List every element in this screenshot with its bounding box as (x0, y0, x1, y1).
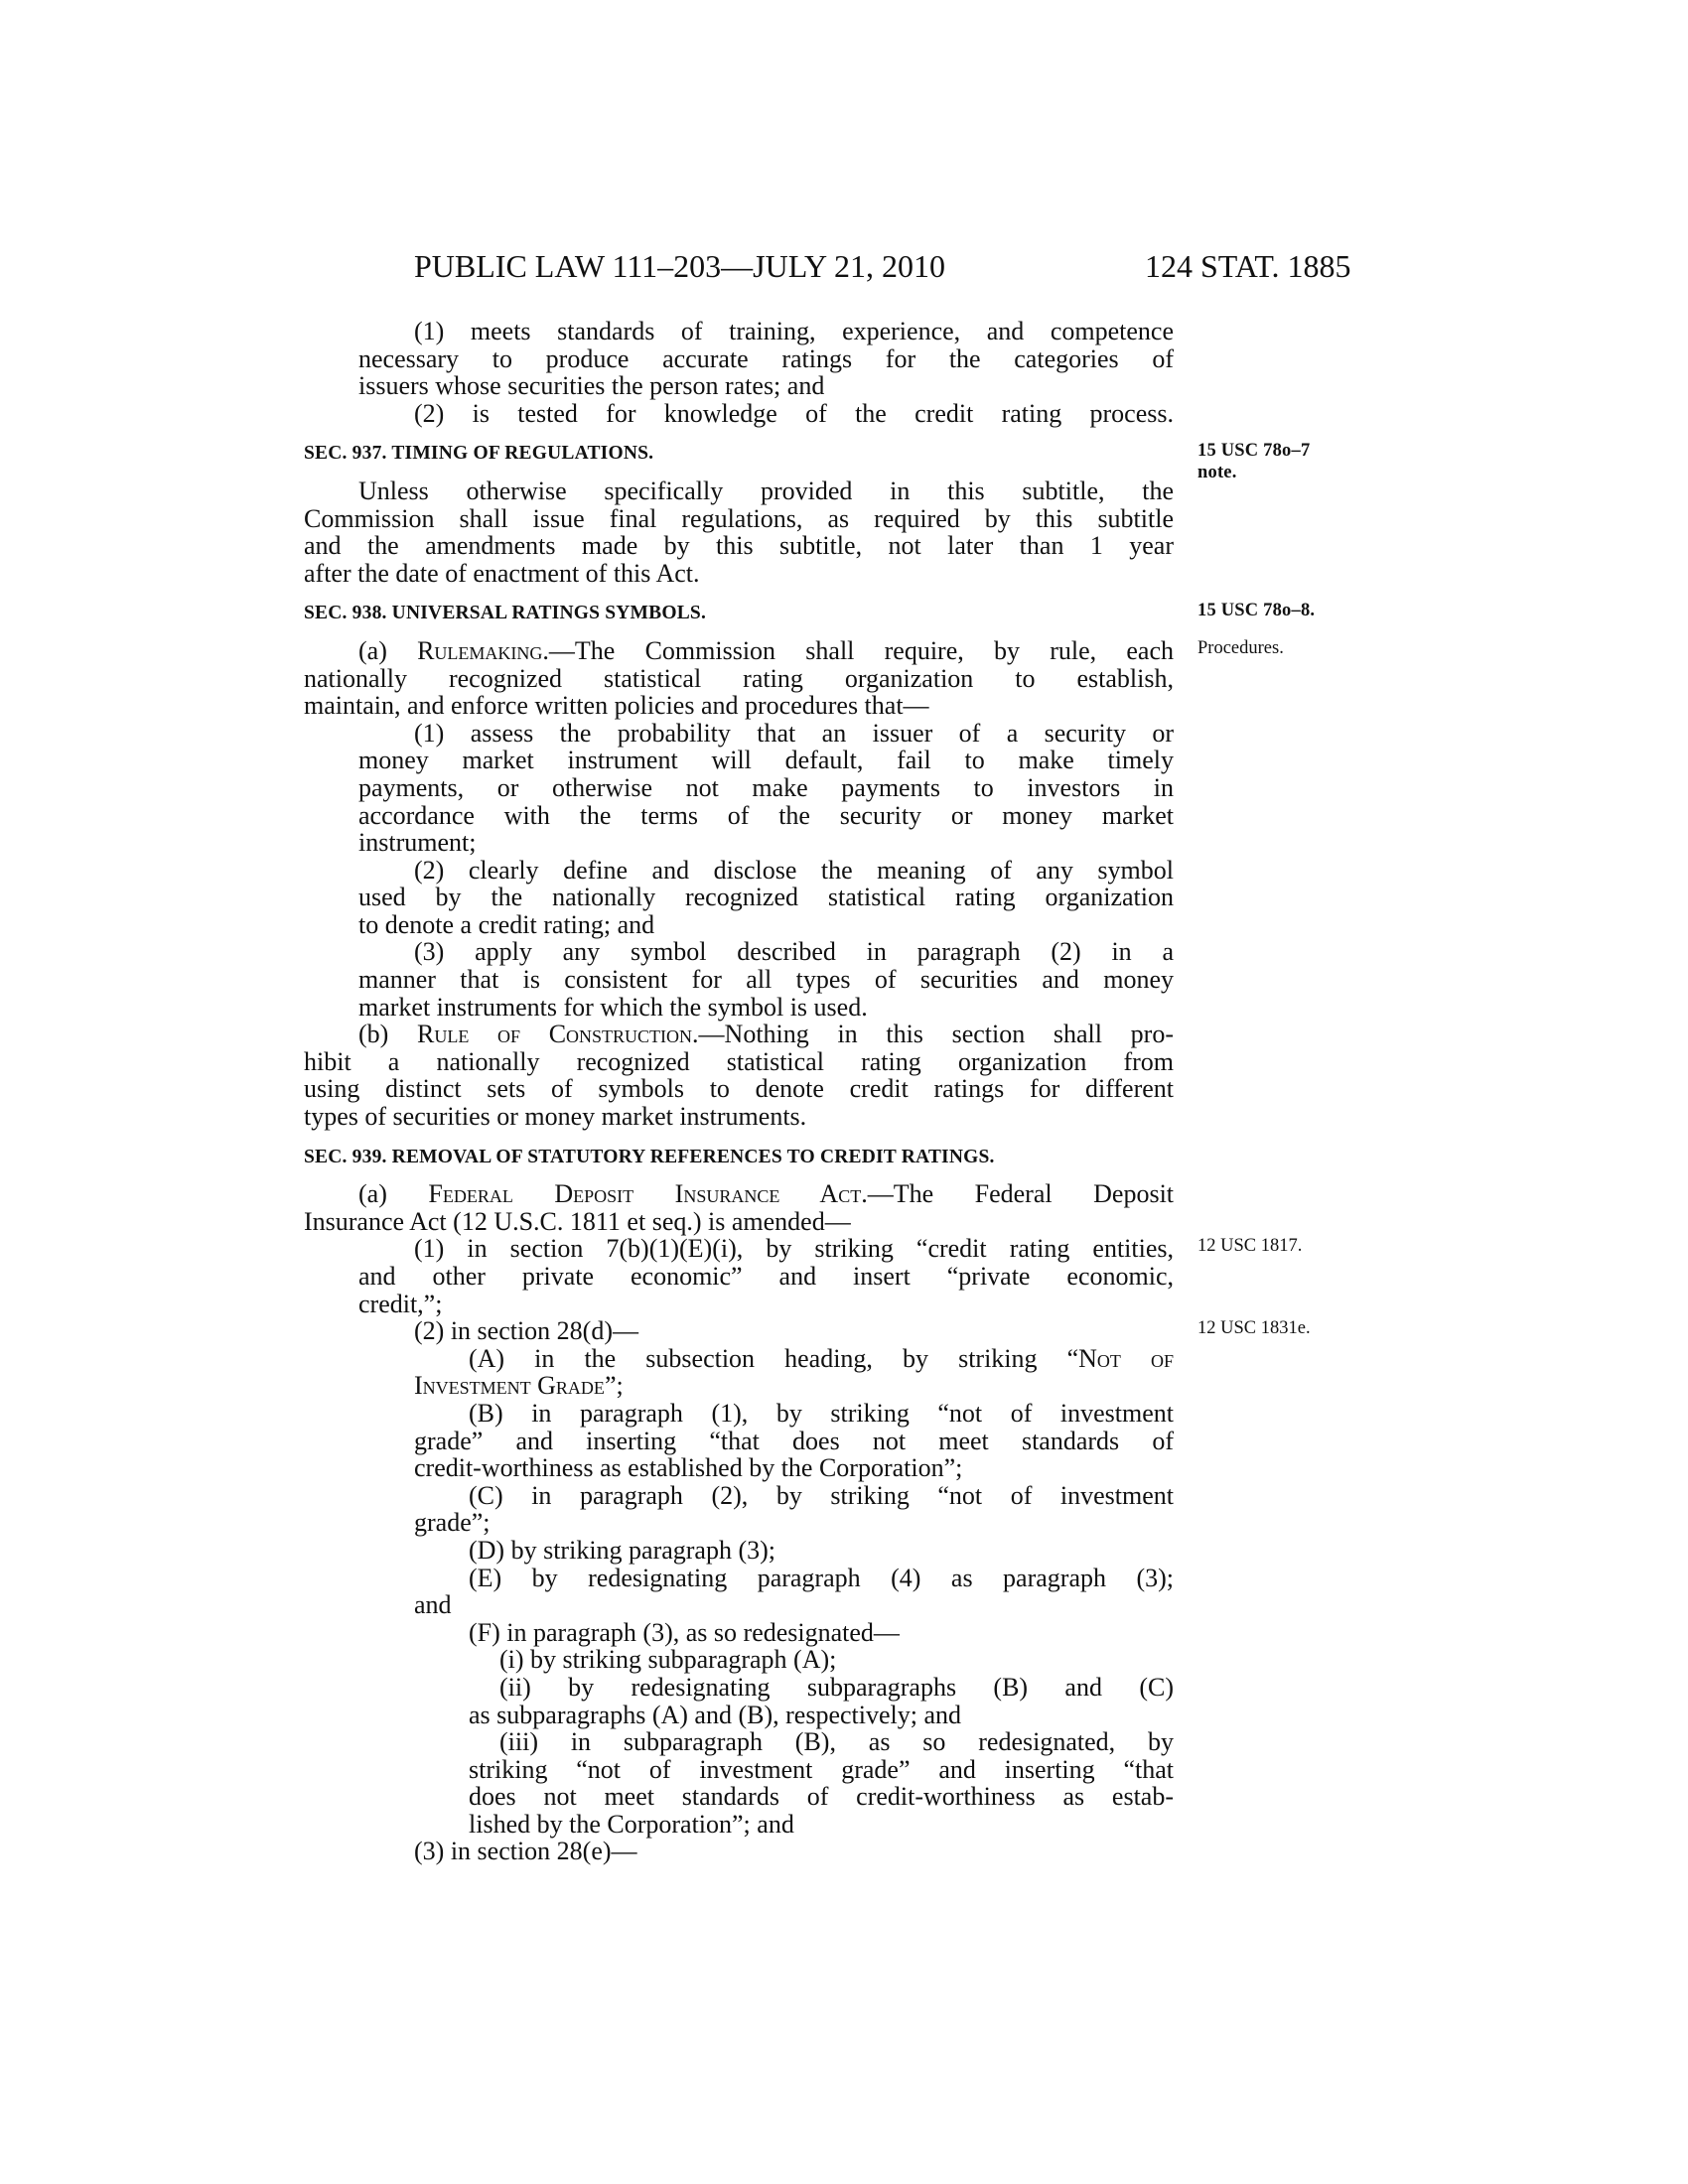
text-line (304, 884, 1174, 911)
text-segment: does not meet standards of credit-worthiness as estab- (469, 1782, 1174, 1812)
text-line (304, 1075, 1174, 1103)
text-line (304, 747, 1174, 774)
text-line (304, 1400, 1174, 1428)
text-line (304, 1702, 1174, 1729)
text-segment: (3) apply any symbol described in paragraph (2) in a (414, 937, 1174, 967)
section-heading (304, 600, 1316, 627)
small-caps-text: Rule of Construction (417, 1020, 693, 1049)
paragraph (304, 400, 1174, 428)
text-segment: (2) clearly define and disclose the meaning of any symbol (414, 855, 1174, 885)
text-line (304, 1783, 1174, 1811)
text-line (304, 1234, 1303, 1264)
paragraph (304, 318, 1174, 400)
text-segment: to denote a credit rating; and (358, 909, 655, 939)
text-line (304, 560, 1174, 588)
margin-note (1197, 440, 1310, 483)
margin-note (1197, 1317, 1311, 1339)
paragraph (304, 1482, 1174, 1537)
text-segment: (a) (358, 635, 418, 665)
text-line (304, 966, 1174, 994)
text-segment: as subparagraphs (A) and (B), respectively; and (469, 1700, 961, 1729)
paragraph (304, 1234, 1303, 1318)
text-line (304, 1291, 1174, 1318)
text-segment: (i) by striking subparagraph (A); (499, 1645, 837, 1675)
section-heading (304, 1144, 1174, 1171)
paragraph (304, 478, 1174, 587)
text-segment: payments, or otherwise not make payments to investors in (358, 772, 1174, 802)
text-line (304, 1428, 1174, 1455)
text-segment: (D) by striking paragraph (3); (469, 1535, 776, 1565)
margin-note (1197, 1235, 1302, 1257)
text-line (304, 1482, 1174, 1510)
text-line (304, 478, 1174, 505)
text-segment: grade” and inserting “that does not meet standards of (414, 1426, 1174, 1455)
text-line (304, 1180, 1174, 1208)
text-line (304, 994, 1174, 1022)
text-line (304, 774, 1174, 802)
paragraph (304, 1674, 1174, 1728)
text-line (304, 1021, 1174, 1048)
text-segment: using distinct sets of symbols to denote credit ratings for different (304, 1074, 1174, 1104)
paragraph (304, 857, 1174, 939)
running-header-title: PUBLIC LAW 111–203—JULY 21, 2010 (414, 248, 945, 284)
text-line (304, 1619, 1174, 1647)
paragraph (304, 938, 1174, 1021)
text-line (304, 1565, 1174, 1592)
text-segment: (iii) in subparagraph (B), as so redesignated, by (499, 1727, 1174, 1757)
text-segment: (B) in paragraph (1), by striking “not of investment (469, 1398, 1174, 1428)
page-number: 124 STAT. 1885 (1145, 248, 1351, 284)
text-segment: (2) is tested for knowledge of the credit rating process. (414, 398, 1174, 428)
text-segment: (F) in paragraph (3), as so redesignated— (469, 1617, 900, 1647)
text-segment: grade”; (414, 1508, 491, 1538)
text-line (304, 1454, 1174, 1482)
text-segment: and other private economic” and insert “private economic, (358, 1262, 1174, 1291)
text-line (304, 938, 1174, 966)
section-heading (304, 440, 1311, 483)
text-line (304, 665, 1174, 693)
text-segment: .—Nothing in this section shall pro- (692, 1020, 1174, 1049)
paragraph (304, 1838, 1174, 1865)
text-segment: accordance with the terms of the security or money market (358, 800, 1174, 830)
text-segment: after the date of enactment of this Act. (304, 558, 700, 588)
margin-note-line: 15 USC 78o–8. (1197, 601, 1316, 621)
text-line (304, 532, 1174, 560)
text-line (304, 318, 1174, 345)
paragraph (304, 1619, 1174, 1647)
text-line (304, 1345, 1174, 1373)
text-line (304, 1372, 1174, 1400)
text-line (304, 857, 1174, 885)
text-line (304, 1316, 1311, 1346)
text-segment: and the amendments made by this subtitle, not later than 1 year (304, 531, 1174, 561)
text-segment: market instruments for which the symbol is used. (358, 992, 868, 1022)
paragraph (304, 1021, 1174, 1130)
text-line (304, 692, 1174, 720)
text-line (304, 1838, 1174, 1865)
text-line (304, 1509, 1174, 1537)
text-segment: credit,”; (358, 1289, 443, 1318)
text-line (304, 345, 1174, 373)
small-caps-text: Rulemaking (417, 635, 543, 665)
text-segment: Commission shall issue final regulations, as required by this subtitle (304, 503, 1174, 533)
text-line (304, 372, 1174, 400)
paragraph (304, 1180, 1174, 1235)
text-line (304, 1103, 1174, 1131)
text-segment: money market instrument will default, fail to make timely (358, 746, 1174, 775)
text-line (304, 911, 1174, 939)
text-segment: (1) in section 7(b)(1)(E)(i), by striking “credit rating entities, (414, 1234, 1174, 1264)
text-line (304, 1591, 1174, 1619)
paragraph (304, 1537, 1174, 1565)
text-segment: instrument; (358, 828, 477, 858)
text-line (304, 1756, 1174, 1784)
margin-note-line: 12 USC 1817. (1197, 1236, 1303, 1257)
text-segment: Unless otherwise specifically provided in this subtitle, the (358, 476, 1174, 505)
text-line (304, 720, 1174, 748)
text-line (304, 1263, 1174, 1291)
text-segment: ”; (604, 1371, 624, 1401)
text-segment: hibit a nationally recognized statistical rating organization from (304, 1046, 1174, 1076)
paragraph (304, 1646, 1174, 1674)
text-segment: (C) in paragraph (2), by striking “not of investment (469, 1480, 1174, 1510)
text-segment: necessary to produce accurate ratings for the categories of (358, 343, 1174, 373)
text-line (304, 1646, 1174, 1674)
text-segment: nationally recognized statistical rating organization to establish, (304, 663, 1174, 693)
paragraph (304, 720, 1174, 857)
small-caps-text: Investment Grade (414, 1371, 605, 1401)
document-body (304, 317, 1316, 1866)
text-segment: (1) assess the probability that an issuer of a security or (414, 718, 1174, 748)
margin-note-line: 12 USC 1831e. (1197, 1318, 1311, 1339)
text-segment: types of securities or money market instruments. (304, 1102, 807, 1132)
text-segment: (3) in section 28(e)— (414, 1837, 637, 1866)
text-segment: striking “not of investment grade” and inserting “that (469, 1754, 1174, 1784)
small-caps-text: Federal Deposit Insurance Act (428, 1179, 862, 1209)
text-line (304, 400, 1174, 428)
text-segment: (2) in section 28(d)— (414, 1316, 639, 1346)
text-segment: manner that is consistent for all types of securities and money (358, 965, 1174, 995)
margin-note-line: note. (1197, 463, 1237, 483)
margin-note (1197, 600, 1315, 621)
text-segment: maintain, and enforce written policies and procedures that— (304, 691, 929, 721)
text-line (304, 1537, 1174, 1565)
paragraph (304, 1400, 1174, 1482)
text-segment: (b) (358, 1020, 417, 1049)
section-heading-text: SEC. 939. REMOVAL OF STATUTORY REFERENCES TO CREDIT RATINGS. (304, 1146, 995, 1167)
paragraph (304, 1316, 1311, 1346)
text-segment: credit-worthiness as established by the Corporation”; (414, 1453, 963, 1483)
text-segment: used by the nationally recognized statistical rating organization (358, 883, 1174, 912)
text-segment: (a) (358, 1179, 429, 1209)
text-segment: (1) meets standards of training, experience, and competence (414, 317, 1174, 345)
text-line (304, 1728, 1174, 1756)
text-line (304, 829, 1174, 857)
text-segment: .—The Federal Deposit (861, 1179, 1175, 1209)
text-segment: (ii) by redesignating subparagraphs (B) and (C) (499, 1672, 1174, 1702)
small-caps-text: Not of (1078, 1343, 1174, 1373)
text-segment: lished by the Corporation”; and (469, 1809, 794, 1839)
text-segment: (E) by redesignating paragraph (4) as paragraph (3); (469, 1563, 1174, 1592)
text-line (304, 1048, 1174, 1076)
paragraph (304, 1565, 1174, 1619)
text-line (304, 1674, 1174, 1702)
text-segment: (A) in the subsection heading, by striking “ (469, 1343, 1079, 1373)
text-line (304, 802, 1174, 830)
margin-note-line: 15 USC 78o–7 (1197, 441, 1311, 462)
text-line (304, 1811, 1174, 1839)
text-line (304, 1208, 1174, 1236)
section-heading-text: SEC. 937. TIMING OF REGULATIONS. (304, 443, 654, 465)
paragraph (304, 1728, 1174, 1838)
margin-note-line: Procedures. (1197, 637, 1284, 658)
text-segment: Insurance Act (12 U.S.C. 1811 et seq.) is amended— (304, 1206, 851, 1236)
text-line (304, 505, 1174, 533)
text-segment: and (414, 1590, 452, 1620)
paragraph (304, 1345, 1174, 1400)
margin-note (1197, 637, 1284, 659)
section-heading-text: SEC. 938. UNIVERSAL RATINGS SYMBOLS. (304, 603, 707, 624)
text-line (304, 635, 1284, 665)
text-segment: .—The Commission shall require, by rule, each (542, 635, 1174, 665)
text-segment: issuers whose securities the person rates; and (358, 371, 825, 401)
paragraph (304, 635, 1284, 721)
